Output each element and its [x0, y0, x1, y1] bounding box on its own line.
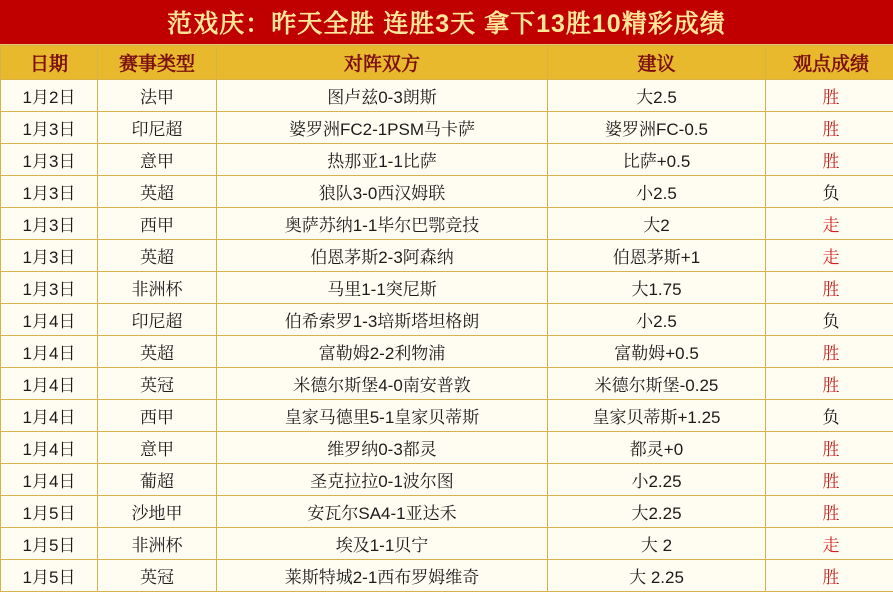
column-header-match: 对阵双方: [217, 46, 548, 80]
cell-advice: 大 2.25: [548, 560, 766, 592]
cell-advice: 米德尔斯堡-0.25: [548, 368, 766, 400]
cell-league: 意甲: [98, 432, 217, 464]
cell-date: 1月3日: [1, 272, 98, 304]
cell-league: 英超: [98, 176, 217, 208]
column-header-date: 日期: [1, 46, 98, 80]
cell-date: 1月4日: [1, 432, 98, 464]
cell-date: 1月3日: [1, 240, 98, 272]
table-row: [1, 432, 893, 464]
status-badge: 负: [766, 400, 893, 432]
table-row: [1, 336, 893, 368]
cell-date: 1月4日: [1, 368, 98, 400]
cell-match: 埃及1-1贝宁: [217, 528, 548, 560]
cell-match: 婆罗洲FC2-1PSM马卡萨: [217, 112, 548, 144]
cell-league: 西甲: [98, 208, 217, 240]
status-badge: 走: [766, 528, 893, 560]
status-badge: 胜: [766, 368, 893, 400]
cell-match: 奥萨苏纳1-1毕尔巴鄂竞技: [217, 208, 548, 240]
cell-league: 西甲: [98, 400, 217, 432]
cell-date: 1月4日: [1, 304, 98, 336]
cell-match: 马里1-1突尼斯: [217, 272, 548, 304]
table-row: [1, 560, 893, 592]
status-badge: 胜: [766, 336, 893, 368]
status-badge: 胜: [766, 560, 893, 592]
cell-date: 1月3日: [1, 144, 98, 176]
cell-match: 皇家马德里5-1皇家贝蒂斯: [217, 400, 548, 432]
cell-date: 1月5日: [1, 560, 98, 592]
page-title: 范戏庆：昨天全胜 连胜3天 拿下13胜10精彩成绩: [0, 0, 893, 45]
cell-date: 1月5日: [1, 496, 98, 528]
cell-match: 莱斯特城2-1西布罗姆维奇: [217, 560, 548, 592]
cell-advice: 小2.25: [548, 464, 766, 496]
cell-advice: 都灵+0: [548, 432, 766, 464]
cell-league: 葡超: [98, 464, 217, 496]
cell-advice: 小2.5: [548, 176, 766, 208]
cell-match: 富勒姆2-2利物浦: [217, 336, 548, 368]
header-row: [1, 46, 893, 80]
cell-date: 1月5日: [1, 528, 98, 560]
cell-advice: 比萨+0.5: [548, 144, 766, 176]
cell-advice: 大2.5: [548, 80, 766, 112]
column-header-advice: 建议: [548, 46, 766, 80]
status-badge: 走: [766, 240, 893, 272]
table-row: [1, 304, 893, 336]
cell-advice: 婆罗洲FC-0.5: [548, 112, 766, 144]
cell-league: 非洲杯: [98, 528, 217, 560]
cell-advice: 大1.75: [548, 272, 766, 304]
status-badge: 胜: [766, 496, 893, 528]
table-header: [1, 46, 893, 80]
column-header-result: 观点成绩: [766, 46, 893, 80]
cell-league: 非洲杯: [98, 272, 217, 304]
cell-advice: 小2.5: [548, 304, 766, 336]
predictions-table: [0, 45, 893, 592]
cell-match: 伯希索罗1-3培斯塔坦格朗: [217, 304, 548, 336]
cell-date: 1月3日: [1, 176, 98, 208]
cell-match: 维罗纳0-3都灵: [217, 432, 548, 464]
cell-league: 英冠: [98, 560, 217, 592]
cell-league: 意甲: [98, 144, 217, 176]
table-row: [1, 464, 893, 496]
status-badge: 胜: [766, 112, 893, 144]
status-badge: 胜: [766, 272, 893, 304]
cell-advice: 伯恩茅斯+1: [548, 240, 766, 272]
cell-league: 法甲: [98, 80, 217, 112]
cell-league: 英超: [98, 240, 217, 272]
table-row: [1, 400, 893, 432]
cell-league: 沙地甲: [98, 496, 217, 528]
cell-match: 伯恩茅斯2-3阿森纳: [217, 240, 548, 272]
table-row: [1, 144, 893, 176]
table-row: [1, 240, 893, 272]
cell-league: 印尼超: [98, 304, 217, 336]
status-badge: 负: [766, 304, 893, 336]
table-row: [1, 80, 893, 112]
table-row: [1, 496, 893, 528]
cell-match: 图卢兹0-3朗斯: [217, 80, 548, 112]
cell-date: 1月3日: [1, 112, 98, 144]
table-row: [1, 272, 893, 304]
cell-advice: 富勒姆+0.5: [548, 336, 766, 368]
cell-date: 1月3日: [1, 208, 98, 240]
status-badge: 胜: [766, 144, 893, 176]
table-row: [1, 528, 893, 560]
status-badge: 胜: [766, 432, 893, 464]
table-row: [1, 176, 893, 208]
status-badge: 胜: [766, 464, 893, 496]
cell-date: 1月4日: [1, 464, 98, 496]
cell-match: 安瓦尔SA4-1亚达禾: [217, 496, 548, 528]
cell-match: 热那亚1-1比萨: [217, 144, 548, 176]
cell-match: 狼队3-0西汉姆联: [217, 176, 548, 208]
table-row: [1, 208, 893, 240]
cell-advice: 皇家贝蒂斯+1.25: [548, 400, 766, 432]
status-badge: 负: [766, 176, 893, 208]
cell-league: 英超: [98, 336, 217, 368]
table-row: [1, 112, 893, 144]
cell-advice: 大2: [548, 208, 766, 240]
cell-advice: 大2.25: [548, 496, 766, 528]
table-body: [1, 80, 893, 592]
cell-league: 英冠: [98, 368, 217, 400]
cell-match: 米德尔斯堡4-0南安普敦: [217, 368, 548, 400]
cell-date: 1月2日: [1, 80, 98, 112]
status-badge: 胜: [766, 80, 893, 112]
cell-advice: 大 2: [548, 528, 766, 560]
cell-league: 印尼超: [98, 112, 217, 144]
cell-date: 1月4日: [1, 336, 98, 368]
status-badge: 走: [766, 208, 893, 240]
column-header-league: 赛事类型: [98, 46, 217, 80]
cell-date: 1月4日: [1, 400, 98, 432]
table-row: [1, 368, 893, 400]
cell-match: 圣克拉拉0-1波尔图: [217, 464, 548, 496]
